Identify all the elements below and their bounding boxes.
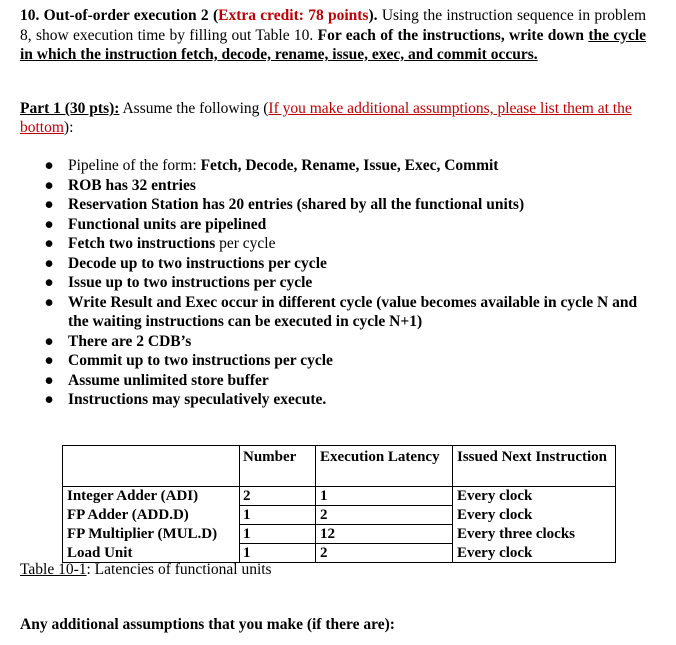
unit-cell: FP Adder (ADD.D): [63, 506, 240, 525]
credit-open: (: [212, 7, 219, 24]
unit-cell: Integer Adder (ADI): [63, 487, 240, 506]
header-cell-latency: Execution Latency: [316, 446, 453, 487]
list-item: ● Functional units are pipelined: [44, 215, 267, 233]
question-number: 10.: [20, 7, 40, 24]
additional-assumptions-note: If you make additional assumptions, please list them at the bottom: [20, 100, 632, 136]
part1-text-after: ):: [63, 119, 74, 136]
bullet-icon: ●: [44, 254, 54, 272]
bullet-icon: ●: [44, 371, 54, 389]
bullet-icon: ●: [44, 391, 54, 408]
list-item: ● Decode up to two instructions per cycle: [44, 254, 327, 272]
table-row: [63, 487, 616, 506]
bullet-icon: ●: [44, 293, 54, 311]
latency-cell: 12: [316, 525, 453, 544]
bullet-icon: ●: [44, 274, 54, 291]
table-row: [63, 525, 616, 544]
caption-text: : Latencies of functional units: [86, 561, 272, 578]
table-row: [63, 544, 616, 563]
latency-cell: 1: [316, 487, 453, 506]
bullet-icon: ●: [44, 157, 54, 174]
number-cell: 2: [240, 487, 316, 506]
header-cell-number: Number: [240, 446, 316, 487]
list-item: ● Fetch two instructions per cycle: [44, 235, 276, 252]
unit-cell: Load Unit: [63, 544, 240, 563]
part1-text-before: Assume the following (: [122, 100, 269, 117]
assumption-list: [0, 156, 676, 410]
instruction-underlined: the cycle in which the instruction fetch, decode, rename, issue, exec, and commit occurs.: [20, 26, 647, 63]
caption-label: Table 10-1: [20, 561, 87, 578]
part1-paragraph: [20, 99, 660, 137]
list-item: ● Assume unlimited store buffer: [44, 371, 269, 389]
extra-credit-label: Extra credit: 78 points: [218, 7, 369, 24]
issue-cell: Every clock: [453, 544, 616, 563]
list-item: ● Issue up to two instructions per cycle: [44, 274, 313, 291]
part1-label: Part 1 (30 pts):: [20, 100, 120, 117]
number-cell: 1: [240, 525, 316, 544]
list-item: ● Write Result and Exec occur in different cycle (value becomes available in cycle N and the waiting instructions can be executed in cycle N+1): [44, 293, 638, 330]
number-cell: 1: [240, 506, 316, 525]
list-item: ● There are 2 CDB’s: [44, 332, 192, 350]
issue-cell: Every clock: [453, 487, 616, 506]
list-item: ● Reservation Station has 20 entries (shared by all the functional units): [44, 196, 525, 213]
latency-cell: 2: [316, 506, 453, 525]
table-row: [63, 506, 616, 525]
issue-cell: Every clock: [453, 506, 616, 525]
list-item: ● Pipeline of the form: Fetch, Decode, Rename, Issue, Exec, Commit: [44, 157, 499, 174]
unit-cell: FP Multiplier (MUL.D): [63, 525, 240, 544]
question-intro: Using the instruction sequence in problem 8, show execution time by filling out Table 10.: [20, 7, 647, 44]
list-item: ● ROB has 32 entries: [44, 176, 196, 194]
list-item: ● Commit up to two instructions per cycle: [44, 352, 333, 369]
question-title: Out-of-order execution 2: [43, 7, 209, 24]
table-caption: [20, 561, 272, 579]
question-paragraph: [20, 6, 646, 65]
bullet-icon: ●: [44, 352, 54, 369]
bullet-icon: ●: [44, 196, 54, 213]
instruction-lead: For each of the instructions, write down: [317, 26, 584, 44]
bullet-icon: ●: [44, 215, 54, 233]
header-cell-issue: Issued Next Instruction: [453, 446, 616, 487]
bullet-icon: ●: [44, 176, 54, 194]
bullet-icon: ●: [44, 332, 54, 350]
list-item: ● Instructions may speculatively execute.: [44, 391, 327, 408]
latency-table: [62, 445, 616, 563]
additional-assumptions-prompt: Any additional assumptions that you make (if there are):: [20, 616, 395, 633]
number-cell: 1: [240, 544, 316, 563]
bullet-icon: ●: [44, 235, 54, 252]
header-cell-unit: [63, 446, 240, 487]
issue-cell: Every three clocks: [453, 525, 616, 544]
latency-cell: 2: [316, 544, 453, 563]
table-header-row: [63, 446, 616, 487]
credit-close: ).: [368, 7, 378, 24]
